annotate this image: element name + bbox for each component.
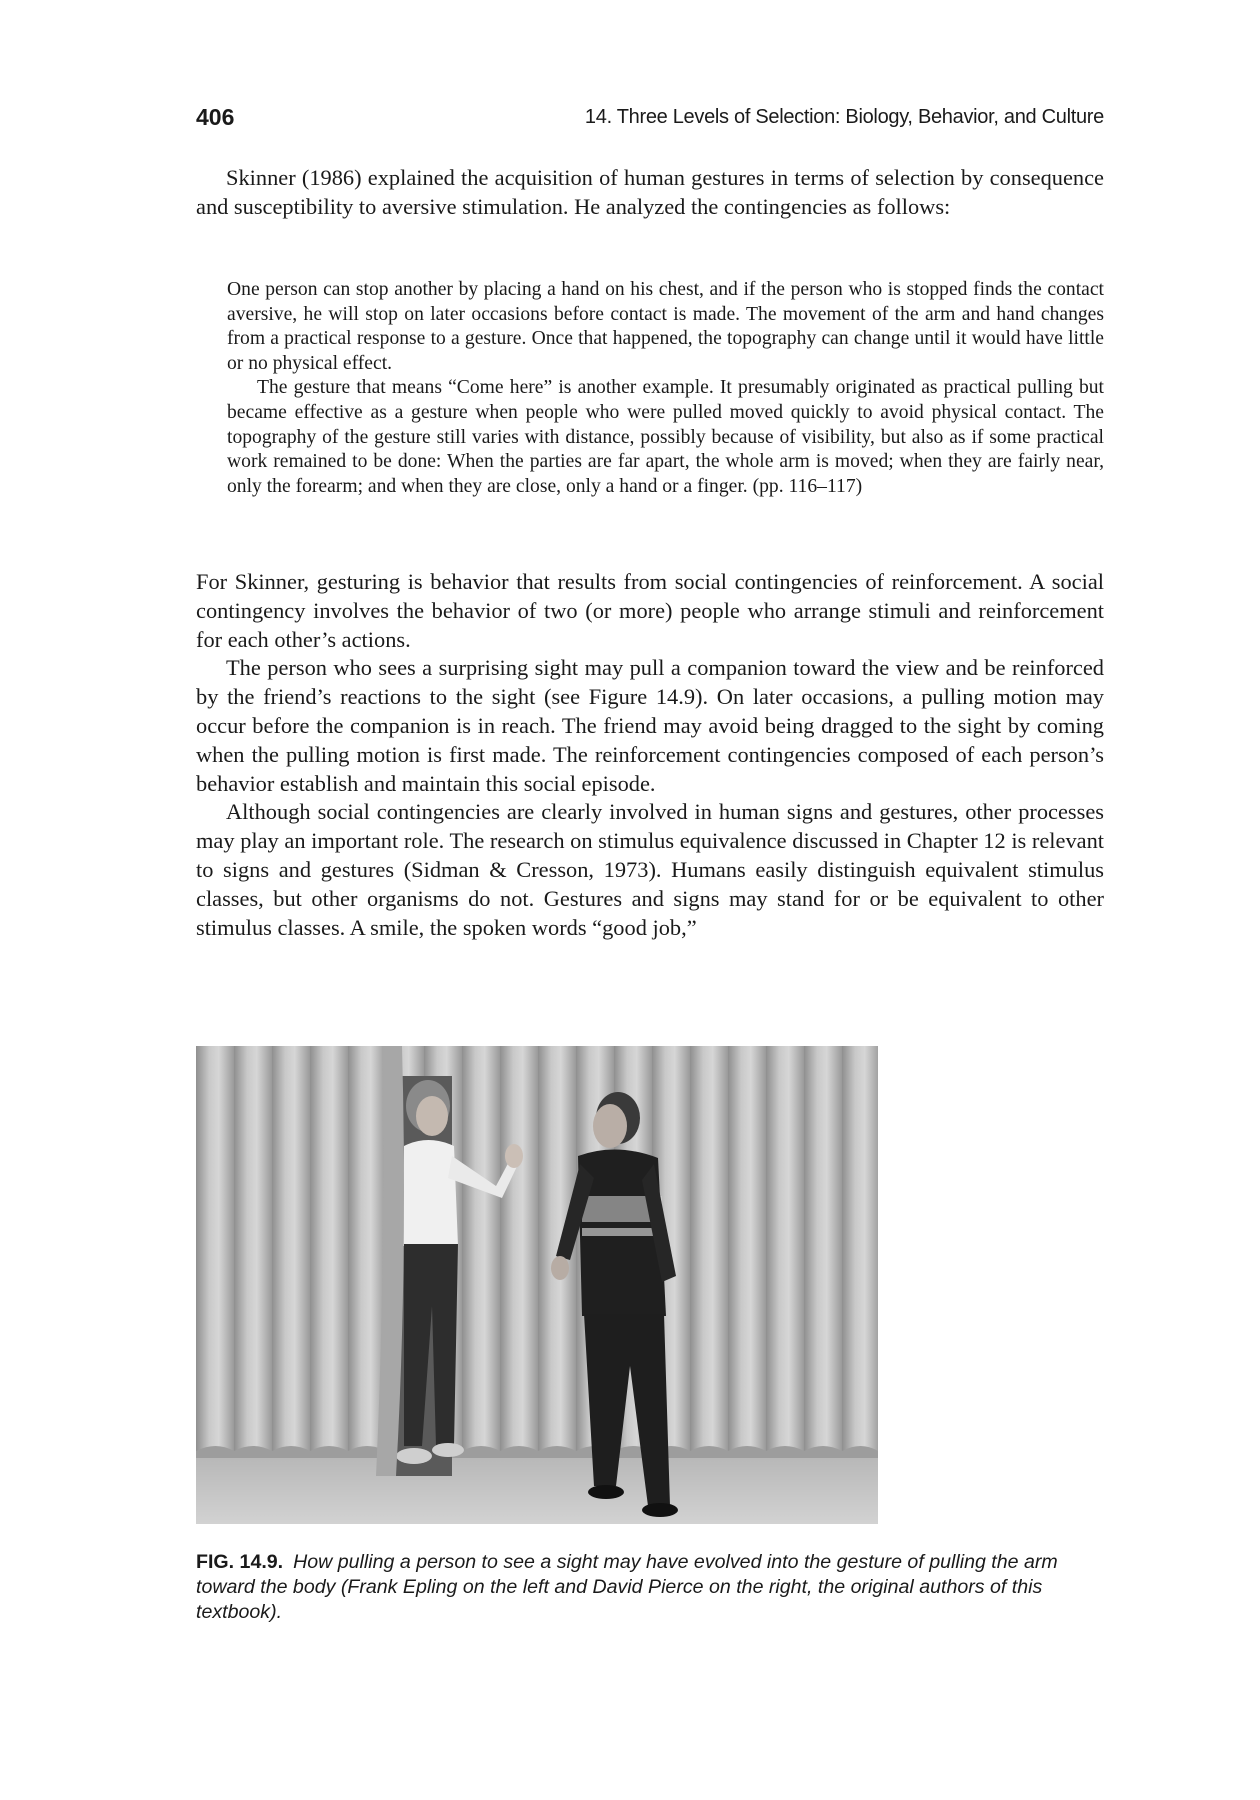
body-paragraph-3: Although social contingencies are clearly involved in human signs and gestures, other processes may play an important role. The research on stimulus equivalence discussed in Chapter 12 is relevant to signs and gestures (Sidman & Cresson, 1973). Humans easily distinguish equivalent stimulus classes, but other organisms do not. Gestures and signs may stand for or be equivalent to other stimulus classes. A smile, the spoken words “good job,” — [196, 799, 1104, 940]
body-paragraph-2: The person who sees a surprising sight may pull a companion toward the view and be reinforced by the friend’s reactions to the sight (see Figure 14.9). On later occasions, a pulling motion may occur before the companion is in reach. The friend may avoid being dragged to the sight by coming when the pulling motion is first made. The reinforcement contingencies composed of each person’s behavior establish and maintain this social episode. — [196, 655, 1104, 796]
body-paragraph-1: For Skinner, gesturing is behavior that results from social contingencies of reinforcement. A social contingency involves the behavior of two (or more) people who arrange stimuli and reinforcement for each other’s actions. — [196, 569, 1104, 652]
intro-text — [196, 164, 1104, 222]
intro-paragraph: Skinner (1986) explained the acquisition of human gestures in terms of selection by consequence and susceptibility to aversive stimulation. He analyzed the contingencies as follows: — [196, 165, 1104, 219]
figure-caption-text: How pulling a person to see a sight may have evolved into the gesture of pulling the arm toward the body (Frank Epling on the left and David Pierce on the right, the original authors of this textbook). — [196, 1551, 1058, 1623]
figure-label: FIG. 14.9. — [196, 1551, 284, 1573]
running-head: 14. Three Levels of Selection: Biology, Behavior, and Culture — [584, 106, 1104, 128]
quote-paragraph-2: The gesture that means “Come here” is another example. It presumably originated as practical pulling but became effective as a gesture when people who were pulled moved quickly to avoid physical contact. The topography of the gesture still varies with distance, possibly because of visibility, but also as if some practical work remained to be done: When the parties are far apart, the whole arm is moved; when they are fairly near, only the forearm; and when they are close, only a hand or a finger. (pp. 116–117) — [227, 377, 1104, 497]
figure-photo — [196, 1046, 878, 1524]
main-text — [196, 568, 1104, 942]
quote-paragraph-1: One person can stop another by placing a hand on his chest, and if the person who is stopped finds the contact aversive, he will stop on later occasions before contact is made. The movement of the arm and hand changes from a practical response to a gesture. Once that happened, the topography can change until it would have little or no physical effect. — [227, 279, 1104, 374]
photo-two-men-at-curtain — [196, 1046, 878, 1524]
page-header — [196, 104, 1104, 138]
block-quote — [227, 278, 1104, 499]
figure-caption — [196, 1550, 1104, 1625]
page-number: 406 — [196, 104, 235, 130]
